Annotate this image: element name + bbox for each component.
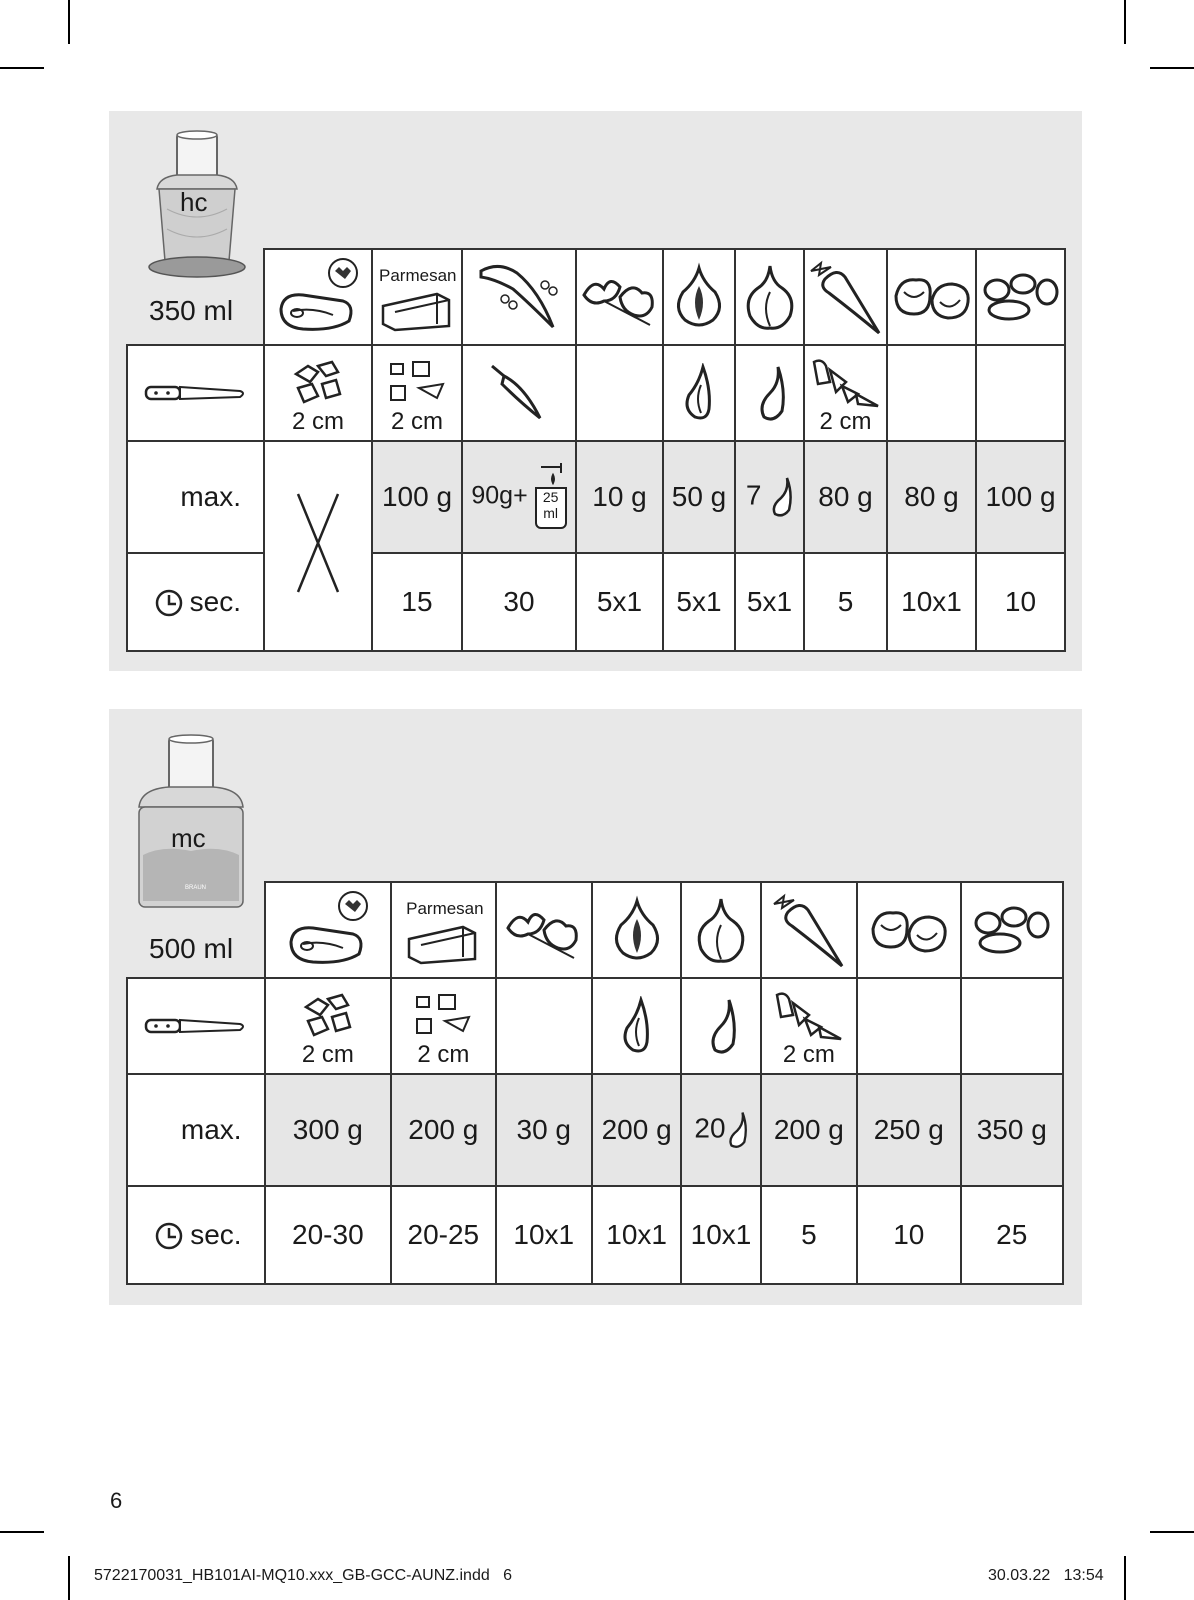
cut-cell bbox=[961, 978, 1064, 1074]
sec-label: sec. bbox=[190, 1218, 242, 1250]
max-value: 50 g bbox=[663, 441, 735, 553]
herbs-icon bbox=[580, 267, 660, 327]
carrot-icon bbox=[805, 257, 887, 337]
meat-icon bbox=[273, 257, 363, 337]
parmesan-label: Parmesan bbox=[379, 266, 457, 285]
water-ml-unit: ml bbox=[543, 505, 559, 521]
parmesan-label: Parmesan bbox=[406, 899, 484, 918]
cut-cell bbox=[681, 978, 760, 1074]
crop-mark bbox=[1124, 1556, 1126, 1600]
crop-mark bbox=[0, 67, 44, 69]
carrot-icon-cell bbox=[804, 249, 887, 345]
cut-cell bbox=[857, 978, 960, 1074]
max-value: 30 g bbox=[496, 1074, 592, 1186]
footer-file-info bbox=[94, 1567, 512, 1585]
crop-mark bbox=[1124, 0, 1126, 44]
parmesan-icon-cell bbox=[391, 882, 495, 978]
time-value: 5x1 bbox=[576, 553, 663, 651]
time-value: 5x1 bbox=[663, 553, 735, 651]
max-value: 80 g bbox=[887, 441, 976, 553]
time-value: 10 bbox=[976, 553, 1065, 651]
garlic-icon bbox=[693, 895, 749, 965]
walnut-icon bbox=[892, 272, 972, 322]
walnut-icon-cell bbox=[887, 249, 976, 345]
cut-cell bbox=[496, 978, 592, 1074]
cube-pieces-icon bbox=[298, 991, 358, 1041]
walnut-icon-cell bbox=[857, 882, 960, 978]
cut-cell bbox=[576, 345, 663, 441]
chili-icon bbox=[469, 257, 569, 337]
cut-cell bbox=[264, 345, 372, 441]
clock-icon bbox=[154, 588, 184, 618]
time-value: 10x1 bbox=[681, 1186, 760, 1284]
time-value: 10x1 bbox=[592, 1186, 681, 1284]
almond-icon-cell bbox=[976, 249, 1065, 345]
onion-icon bbox=[669, 262, 729, 332]
meat-icon-cell bbox=[265, 882, 392, 978]
max-value: 10 g bbox=[576, 441, 663, 553]
hc-processing-table bbox=[126, 248, 1066, 652]
onion-half-icon bbox=[681, 363, 717, 423]
chili-icon-cell bbox=[462, 249, 576, 345]
max-value: 7 bbox=[745, 479, 762, 511]
max-value: 250 g bbox=[857, 1074, 960, 1186]
mc-device-label: mc bbox=[171, 823, 206, 853]
knife-icon-cell bbox=[127, 978, 265, 1074]
time-value: 30 bbox=[462, 553, 576, 651]
herbs-icon-cell bbox=[576, 249, 663, 345]
svg-text:BRAUN: BRAUN bbox=[185, 885, 207, 891]
mc-volume: 500 ml bbox=[149, 933, 234, 964]
knife-icon bbox=[144, 1014, 248, 1038]
cut-cell bbox=[663, 345, 735, 441]
footer-date: 30.03.22 bbox=[988, 1567, 1051, 1584]
cut-size: 2 cm bbox=[291, 408, 344, 435]
carrot-pieces-icon bbox=[771, 989, 847, 1043]
cheese-pieces-icon bbox=[385, 358, 449, 408]
parmesan-icon bbox=[403, 917, 483, 967]
footer-page: 6 bbox=[503, 1567, 512, 1584]
crop-mark bbox=[68, 0, 70, 44]
onion-half-icon bbox=[619, 996, 655, 1056]
meat-icon bbox=[283, 890, 373, 970]
crop-mark bbox=[68, 1556, 70, 1600]
garlic-clove-icon bbox=[752, 363, 788, 423]
time-value: 5x1 bbox=[735, 553, 804, 651]
max-value-cell bbox=[735, 441, 804, 553]
clock-icon bbox=[154, 1221, 184, 1251]
cut-size: 2 cm bbox=[417, 1041, 470, 1068]
knife-icon-cell bbox=[127, 345, 264, 441]
onion-icon-cell bbox=[592, 882, 681, 978]
cut-cell bbox=[761, 978, 857, 1074]
garlic-clove-icon bbox=[703, 996, 739, 1056]
walnut-icon bbox=[869, 905, 949, 955]
cut-size: 2 cm bbox=[819, 408, 872, 435]
time-value: 5 bbox=[804, 553, 887, 651]
chili-stem-icon bbox=[484, 358, 554, 428]
max-value: 350 g bbox=[961, 1074, 1064, 1186]
max-value: 200 g bbox=[592, 1074, 681, 1186]
almond-icon-cell bbox=[961, 882, 1064, 978]
not-applicable-cell bbox=[264, 441, 372, 651]
max-value: 100 g bbox=[976, 441, 1065, 553]
max-value: 20 bbox=[694, 1112, 726, 1144]
carrot-icon-cell bbox=[761, 882, 857, 978]
mc-chopper-panel bbox=[109, 709, 1082, 1305]
time-value: 20-30 bbox=[265, 1186, 392, 1284]
cut-cell bbox=[887, 345, 976, 441]
cube-pieces-icon bbox=[288, 358, 348, 408]
crop-mark bbox=[0, 1531, 44, 1533]
garlic-icon-cell bbox=[681, 882, 760, 978]
carrot-pieces-icon bbox=[808, 356, 884, 410]
water-cup-icon bbox=[535, 465, 567, 529]
footer-time: 13:54 bbox=[1063, 1567, 1104, 1584]
crop-mark bbox=[1150, 67, 1194, 69]
meat-icon-cell bbox=[264, 249, 372, 345]
cross-mark-icon bbox=[288, 488, 348, 598]
parmesan-icon bbox=[377, 284, 457, 334]
sec-label: sec. bbox=[189, 585, 241, 617]
max-value: 300 g bbox=[265, 1074, 392, 1186]
cut-cell bbox=[592, 978, 681, 1074]
time-value: 25 bbox=[961, 1186, 1064, 1284]
carrot-icon bbox=[768, 890, 850, 970]
water-ml-value: 25 bbox=[542, 489, 559, 505]
max-value-cell bbox=[462, 441, 576, 553]
cheese-pieces-icon bbox=[411, 991, 475, 1041]
herbs-icon bbox=[504, 900, 584, 960]
max-label: max. bbox=[127, 441, 264, 553]
cut-cell bbox=[735, 345, 804, 441]
time-value: 15 bbox=[372, 553, 462, 651]
parmesan-icon-cell bbox=[372, 249, 462, 345]
cut-size: 2 cm bbox=[390, 408, 443, 435]
onion-icon bbox=[607, 895, 667, 965]
time-value: 10 bbox=[857, 1186, 960, 1284]
max-value: 100 g bbox=[372, 441, 462, 553]
max-value: 200 g bbox=[761, 1074, 857, 1186]
max-label: max. bbox=[127, 1074, 265, 1186]
garlic-icon-cell bbox=[735, 249, 804, 345]
cut-size: 2 cm bbox=[301, 1041, 354, 1068]
herbs-icon-cell bbox=[496, 882, 592, 978]
cut-cell bbox=[804, 345, 887, 441]
hc-chopper-panel bbox=[109, 111, 1082, 671]
garlic-icon bbox=[742, 262, 798, 332]
cut-size: 2 cm bbox=[782, 1041, 835, 1068]
max-value: 80 g bbox=[804, 441, 887, 553]
sec-label-cell bbox=[127, 1186, 265, 1284]
time-value: 5 bbox=[761, 1186, 857, 1284]
hc-volume: 350 ml bbox=[149, 295, 234, 326]
page-number: 6 bbox=[110, 1488, 123, 1513]
cut-cell bbox=[391, 978, 495, 1074]
hc-device-label: hc bbox=[180, 187, 208, 217]
cut-cell bbox=[976, 345, 1065, 441]
garlic-clove-icon bbox=[726, 1109, 748, 1151]
onion-icon-cell bbox=[663, 249, 735, 345]
footer-timestamp bbox=[988, 1567, 1104, 1585]
mc-processing-table bbox=[126, 881, 1064, 1285]
cut-cell bbox=[372, 345, 462, 441]
almond-icon bbox=[981, 270, 1061, 324]
footer-filename: 5722170031_HB101AI-MQ10.xxx_GB-GCC-AUNZ.indd bbox=[94, 1567, 490, 1584]
time-value: 10x1 bbox=[496, 1186, 592, 1284]
time-value: 20-25 bbox=[391, 1186, 495, 1284]
almond-icon bbox=[972, 903, 1052, 957]
garlic-clove-icon bbox=[769, 476, 793, 518]
sec-label-cell bbox=[127, 553, 264, 651]
crop-mark bbox=[1150, 1531, 1194, 1533]
max-value: 90g+ bbox=[471, 481, 528, 510]
time-value: 10x1 bbox=[887, 553, 976, 651]
cut-cell bbox=[462, 345, 576, 441]
max-value: 200 g bbox=[391, 1074, 495, 1186]
cut-cell bbox=[265, 978, 392, 1074]
max-value-cell bbox=[681, 1074, 760, 1186]
knife-icon bbox=[144, 381, 248, 405]
